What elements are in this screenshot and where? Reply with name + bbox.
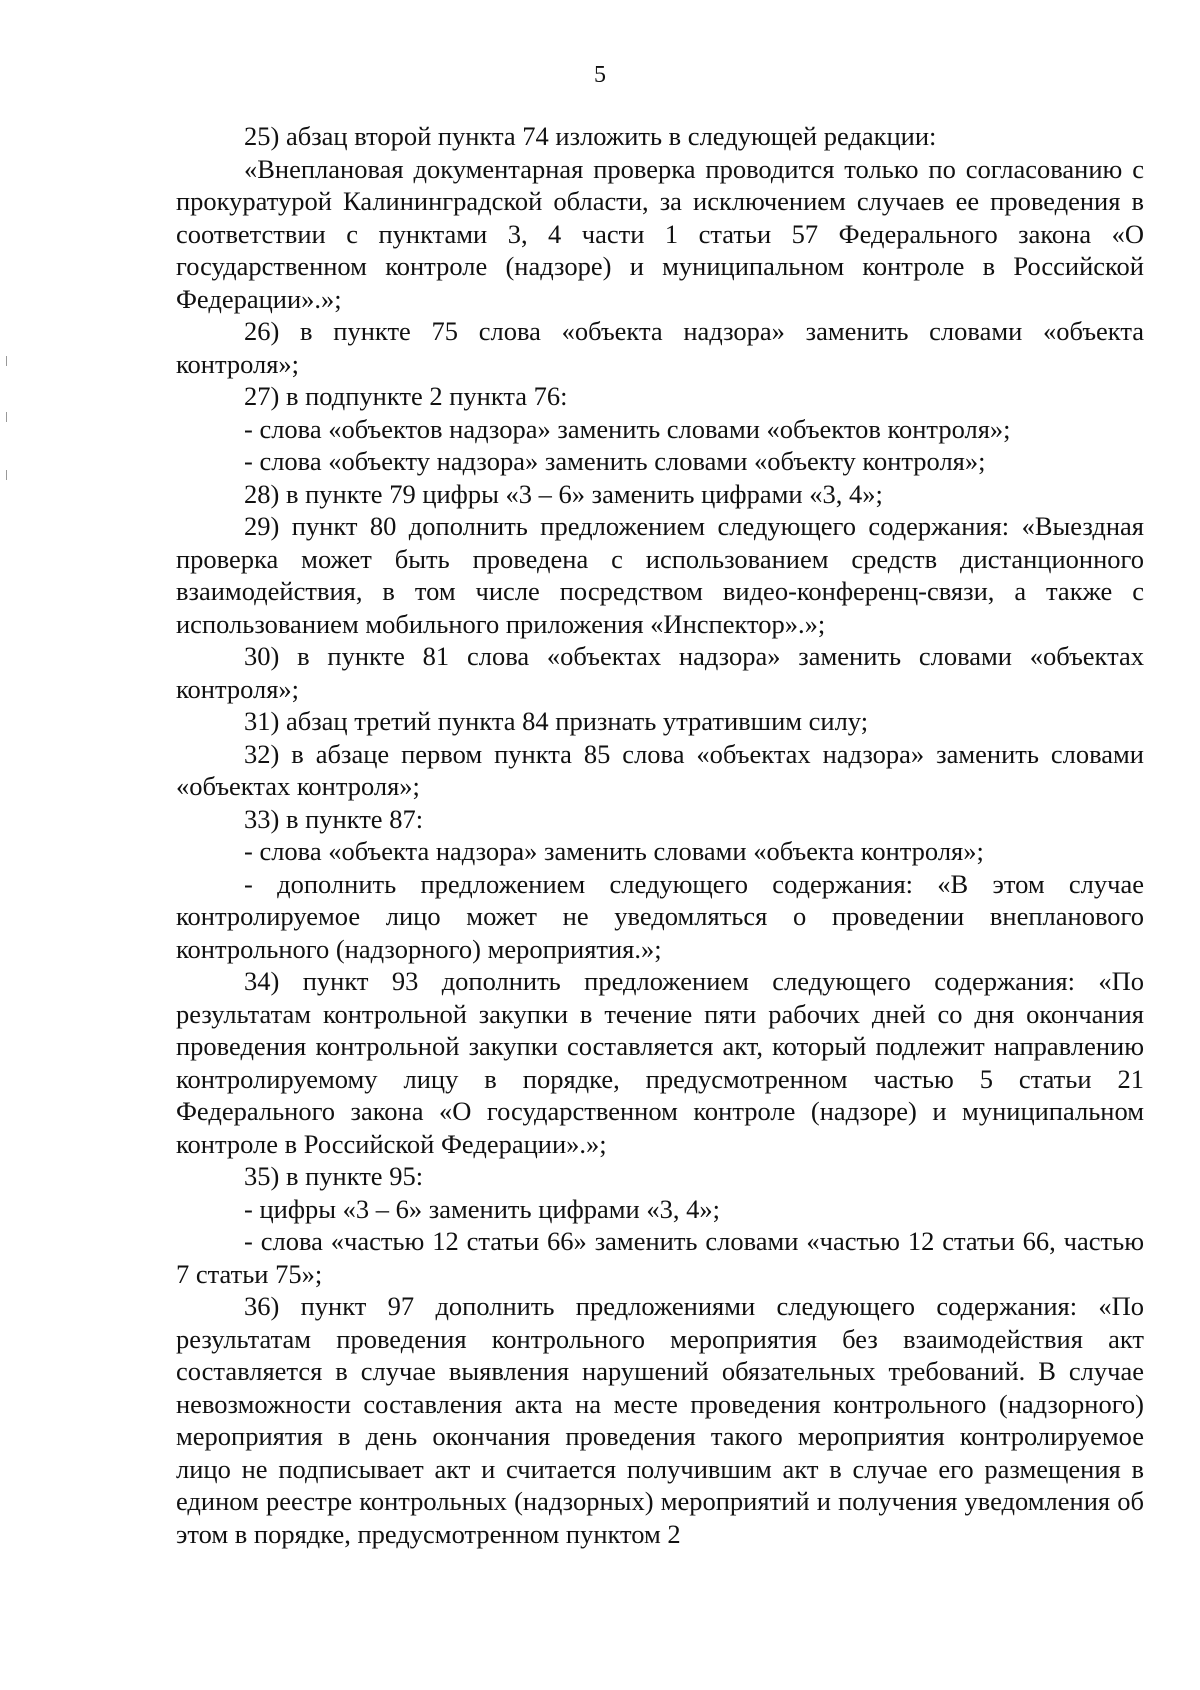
paragraph-33-item-1: - слова «объекта надзора» заменить словами «объекта контроля»; [244,836,984,866]
page-number: 5 [594,62,606,88]
paragraph-30: 30) в пункте 81 слова «объектах надзора» заменить словами «объектах контроля»; [176,641,1144,704]
document-body [176,120,1144,1550]
paragraph-27: 27) в подпункте 2 пункта 76: [244,381,568,411]
paragraph-31: 31) абзац третий пункта 84 признать утратившим силу; [244,706,869,736]
paragraph-36: 36) пункт 97 дополнить предложениями следующего содержания: «По результатам проведения контрольного мероприятия без взаимодействия акт составляется в случае выявления нарушений обязательных требований. В случае невозможности составления акта на месте проведения контрольного (надзорного) мероприятия в день окончания проведения такого мероприятия контролируемое лицо не подписывает акт и считается получившим акт в случае его размещения в едином реестре контрольных (надзорных) мероприятий и получения уведомления об этом в порядке, предусмотренном пунктом 2 [176,1291,1144,1549]
paragraph-33: 33) в пункте 87: [244,803,424,834]
paragraph-27-item-2: - слова «объекту надзора» заменить словами «объекту контроля»; [244,446,986,476]
paragraph-35-item-1: - цифры «3 – 6» заменить цифрами «3, 4»; [244,1193,720,1224]
scan-margin-mark [6,356,7,366]
paragraph-34: 34) пункт 93 дополнить предложением следующего содержания: «По результатам контрольной закупки в течение пяти рабочих дней со дня окончания проведения контрольной закупки составляется акт, который подлежит направлению контролируемому лицу в порядке, предусмотренном частью 5 статьи 21 Федерального закона «О государственном контроле (надзоре) и муниципальном контроле в Российской Федерации».»; [176,966,1144,1159]
paragraph-35-item-2: - слова «частью 12 статьи 66» заменить словами «частью 12 статьи 66, частью 7 статьи 75»; [176,1226,1144,1289]
paragraph-33-item-2: - дополнить предложением следующего содержания: «В этом случае контролируемое лицо может не уведомляться о проведении внепланового контрольного (надзорного) мероприятия.»; [176,868,1144,964]
paragraph-35: 35) в пункте 95: [244,1161,424,1191]
paragraph-27-item-1: - слова «объектов надзора» заменить словами «объектов контроля»; [244,413,1011,444]
paragraph-26: 26) в пункте 75 слова «объекта надзора» заменить словами «объекта контроля»; [176,316,1144,379]
paragraph-32: 32) в абзаце первом пункта 85 слова «объектах надзора» заменить словами «объектах контроля»; [176,738,1144,801]
scan-margin-mark [6,412,7,422]
scan-margin-mark [6,470,7,480]
paragraph-25: 25) абзац второй пункта 74 изложить в следующей редакции: [244,121,937,151]
paragraph-28: 28) в пункте 79 цифры «3 – 6» заменить цифрами «3, 4»; [244,478,883,509]
paragraph-29: 29) пункт 80 дополнить предложением следующего содержания: «Выездная проверка может быть проведена с использованием средств дистанционного взаимодействия, в том числе посредством видео-конференц-связи, а также с использованием мобильного приложения «Инспектор».»; [176,511,1144,639]
paragraph-25-quote: «Внеплановая документарная проверка проводится только по согласованию с прокуратурой Калининградской области, за исключением случаев ее проведения в соответствии с пунктами 3, 4 части 1 статьи 57 Федерального закона «О государственном контроле (надзоре) и муниципальном контроле в Российской Федерации».»; [176,153,1144,314]
